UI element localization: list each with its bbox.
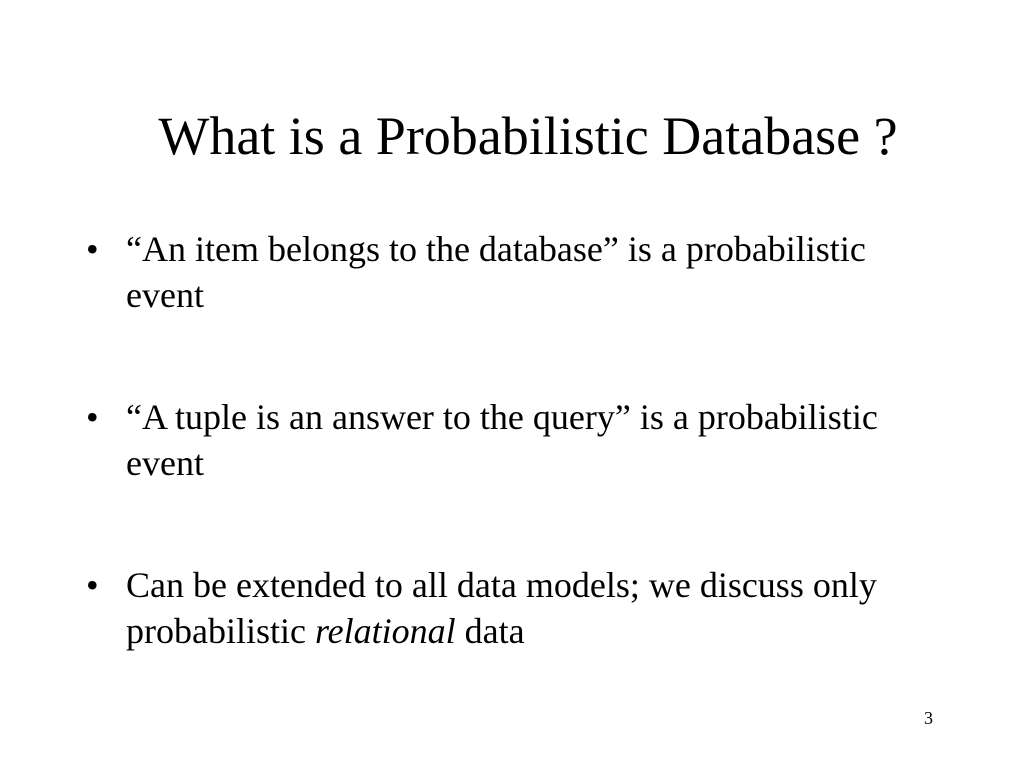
bullet-item [86,226,906,318]
bullet-text: “An item belongs to the database” is a probabilistic event [126,229,866,315]
bullet-emphasis: relational [314,611,456,651]
bullet-list [86,226,906,654]
bullet-text-before: Can be extended to all data models; we discuss only probabilistic [126,565,877,651]
bullet-icon: • [86,397,99,437]
bullet-item [86,562,906,654]
bullet-text-after: data [455,611,525,651]
bullet-icon: • [86,565,99,605]
page-number: 3 [924,708,933,728]
slide-title: What is a Probabilistic Database ? [158,106,898,166]
bullet-icon: • [86,229,99,269]
bullet-item [86,394,906,486]
bullet-text: “A tuple is an answer to the query” is a probabilistic event [126,397,878,483]
